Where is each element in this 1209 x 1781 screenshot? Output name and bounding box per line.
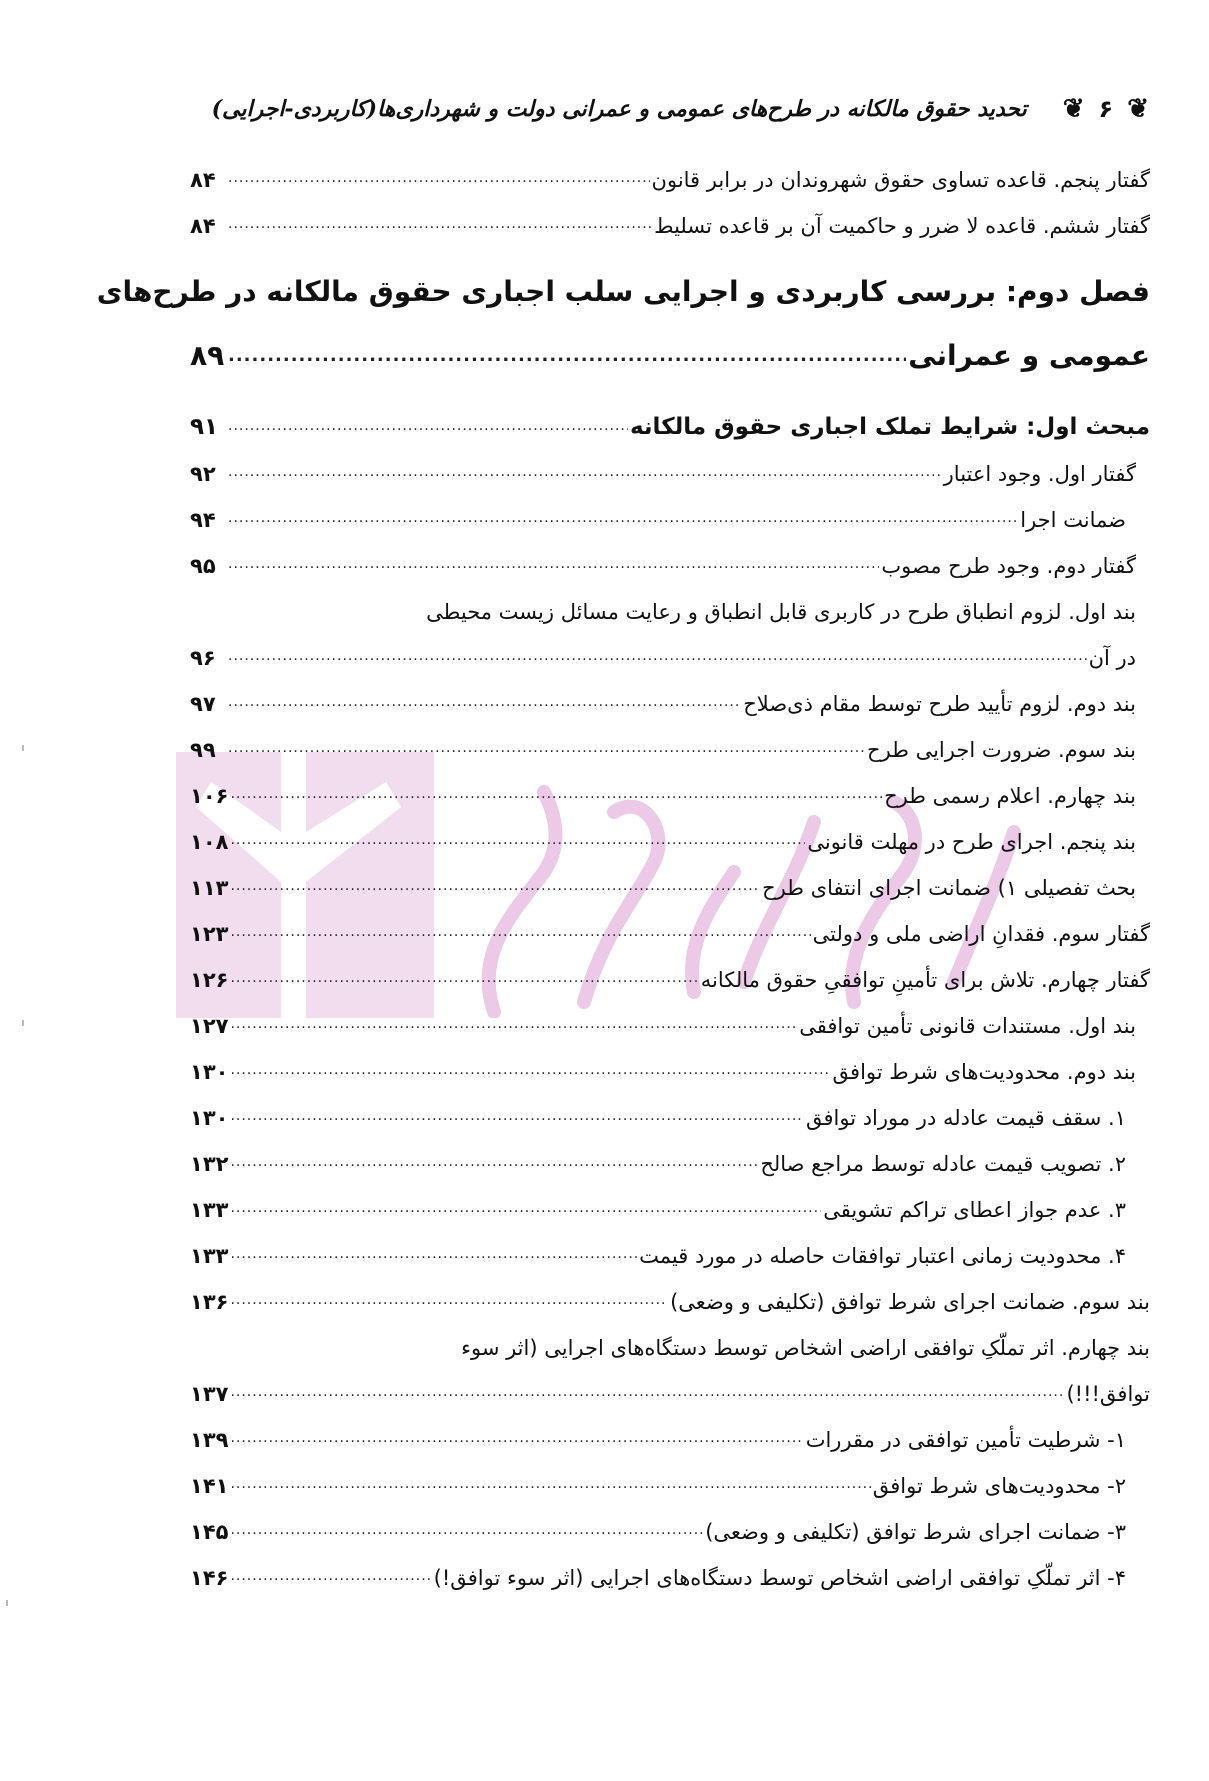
leader-dots — [230, 1568, 431, 1584]
toc-entry-page: ۱۳۲ — [190, 1152, 229, 1176]
toc-entry-page: ۱۲۳ — [190, 922, 229, 946]
leader-dots — [230, 1476, 870, 1492]
toc-entry-page: ۹۷ — [190, 692, 216, 716]
table-of-contents — [96, 0, 1150, 1700]
toc-entry[interactable] — [190, 998, 1136, 1038]
toc-entry-page: ۱۳۶ — [190, 1290, 229, 1314]
toc-entry[interactable] — [190, 1228, 1126, 1268]
leader-dots — [230, 1430, 803, 1446]
leader-dots — [230, 878, 760, 894]
toc-entry-page: ۹۶ — [190, 646, 216, 670]
leader-dots — [228, 170, 650, 186]
leader-dots — [228, 648, 1087, 664]
toc-entry[interactable] — [190, 492, 1126, 532]
toc-entry[interactable] — [190, 1550, 1126, 1590]
leader-dots — [228, 345, 906, 366]
toc-entry[interactable] — [190, 446, 1136, 486]
toc-entry-page: ۱۳۰ — [190, 1060, 229, 1084]
toc-entry-page: ۱۲۷ — [190, 1014, 229, 1038]
toc-entry-label: در آن — [1088, 646, 1136, 670]
toc-entry-page: ۹۵ — [190, 554, 216, 578]
toc-entry[interactable] — [190, 860, 1136, 900]
toc-entry-page: ۱۰۶ — [190, 784, 229, 808]
leader-dots — [230, 1292, 668, 1308]
toc-entry-page: ۱۳۹ — [190, 1428, 229, 1452]
toc-entry-label: بند سوم. ضرورت اجرایی طرح — [867, 738, 1136, 762]
scan-mark — [22, 745, 24, 751]
toc-entry-label: ۴- اثر تملّکِ توافقی اراضی اشخاص توسط دستگاه‌های اجرایی (اثر سوء توافق!) — [433, 1566, 1126, 1590]
toc-entry-label: عمومی و عمرانی — [908, 339, 1150, 372]
leader-dots — [230, 1062, 830, 1078]
toc-entry-label: توافق!!!) — [1066, 1382, 1150, 1406]
ornament-icon: ❦ — [1127, 94, 1149, 124]
toc-entry-label: ۲- محدودیت‌های شرط توافق — [872, 1474, 1126, 1498]
toc-entry-label: ۳- ضمانت اجرای شرط توافق (تکلیفی و وضعی) — [705, 1520, 1126, 1544]
leader-dots — [230, 924, 810, 940]
toc-entry[interactable] — [190, 1090, 1126, 1130]
toc-entry-label: ۲. تصویب قیمت عادله توسط مراجع صالح — [760, 1152, 1126, 1176]
toc-entry[interactable] — [190, 1182, 1126, 1222]
leader-dots — [230, 1200, 821, 1216]
toc-entry-page: ۱۳۰ — [190, 1106, 229, 1130]
leader-dots — [228, 216, 652, 232]
toc-entry-page: ۹۱ — [190, 414, 219, 440]
toc-entry[interactable] — [190, 722, 1136, 762]
toc-entry-line: بند چهارم. اثر تملّکِ توافقی اراضی اشخاص توسط دستگاه‌های اجرایی (اثر سوء — [461, 1336, 1150, 1360]
toc-entry-label: بند دوم. محدودیت‌های شرط توافق — [832, 1060, 1136, 1084]
toc-entry[interactable] — [190, 630, 1136, 670]
leader-dots — [228, 740, 865, 756]
toc-entry[interactable] — [190, 198, 1150, 238]
toc-entry-label: بند اول. مستندات قانونی تأمین توافقی — [799, 1014, 1136, 1038]
leader-dots — [228, 464, 942, 480]
toc-entry[interactable] — [190, 1412, 1126, 1452]
toc-entry-page: ۱۴۶ — [190, 1566, 229, 1590]
toc-entry-page: ۱۱۳ — [190, 876, 229, 900]
toc-entry[interactable] — [190, 952, 1150, 992]
toc-section-entry[interactable] — [190, 400, 1150, 440]
leader-dots — [230, 970, 698, 986]
book-title: تحدید حقوق مالکانه در طرح‌های عمومی و عمرانی دولت و شهرداری‌ها(کاربردی-اجرایی) — [211, 96, 1027, 122]
toc-entry-page: ۹۴ — [190, 508, 216, 532]
leader-dots — [230, 786, 882, 802]
toc-entry-label: گفتار اول. وجود اعتبار — [943, 462, 1136, 486]
toc-chapter-entry[interactable] — [190, 326, 1150, 372]
toc-entry[interactable] — [190, 1044, 1136, 1084]
toc-entry-page: ۹۹ — [190, 738, 216, 762]
toc-entry[interactable] — [190, 906, 1150, 946]
toc-entry-label: گفتار پنجم. قاعده تساوی حقوق شهروندان در برابر قانون — [651, 168, 1150, 192]
toc-entry[interactable] — [190, 1366, 1150, 1406]
toc-entry-label: بحث تفصیلی ۱) ضمانت اجرای انتفای طرح — [762, 876, 1136, 900]
toc-entry[interactable] — [190, 1504, 1126, 1544]
chapter-title-line: فصل دوم: بررسی کاربردی و اجرایی سلب اجباری حقوق مالکانه در طرح‌های — [96, 275, 1150, 308]
toc-entry-label: ۱. سقف قیمت عادله در موراد توافق — [805, 1106, 1126, 1130]
toc-entry-label: بند چهارم. اعلام رسمی طرح — [884, 784, 1136, 808]
toc-entry-label: گفتار سوم. فقدانِ اراضی ملی و دولتی — [812, 922, 1150, 946]
toc-entry-line: بند اول. لزوم انطباق طرح در کاربری قابل انطباق و رعایت مسائل زیست محیطی — [426, 600, 1136, 624]
leader-dots — [228, 556, 879, 572]
leader-dots — [230, 832, 805, 848]
leader-dots — [230, 1522, 703, 1538]
leader-dots — [230, 1016, 797, 1032]
toc-entry-label: بند سوم. ضمانت اجرای شرط توافق (تکلیفی و وضعی) — [670, 1290, 1150, 1314]
toc-entry-label: ۳. عدم جواز اعطای تراکم تشویقی — [823, 1198, 1126, 1222]
leader-dots — [228, 694, 741, 710]
toc-entry-label: ضمانت اجرا — [1020, 508, 1126, 532]
toc-entry[interactable] — [190, 814, 1136, 854]
toc-entry-page: ۸۹ — [190, 339, 225, 372]
leader-dots — [230, 1154, 758, 1170]
toc-entry-page: ۱۳۷ — [190, 1382, 229, 1406]
scan-mark — [22, 1020, 24, 1026]
leader-dots — [228, 418, 628, 434]
toc-entry-page: ۸۴ — [190, 168, 216, 192]
scan-mark — [6, 1600, 8, 1606]
ornament-icon: ❦ — [1062, 94, 1085, 124]
toc-entry-label: مبحث اول: شرایط تملک اجباری حقوق مالکانه — [629, 414, 1150, 440]
toc-entry-page: ۹۲ — [190, 462, 216, 486]
toc-entry[interactable] — [190, 152, 1150, 192]
toc-entry-page: ۱۳۳ — [190, 1244, 229, 1268]
leader-dots — [230, 1246, 637, 1262]
toc-entry[interactable] — [190, 768, 1136, 808]
leader-dots — [230, 1108, 804, 1124]
toc-entry-page: ۱۴۱ — [190, 1474, 229, 1498]
toc-entry[interactable] — [190, 1274, 1150, 1314]
toc-entry-label: گفتار چهارم. تلاش برای تأمینِ توافقیِ حقوق مالکانه — [700, 968, 1150, 992]
toc-entry-label: بند پنجم. اجرای طرح در مهلت قانونی — [807, 830, 1136, 854]
toc-entry[interactable] — [190, 1458, 1126, 1498]
toc-entry-page: ۱۰۸ — [190, 830, 229, 854]
toc-entry[interactable] — [190, 1136, 1126, 1176]
page-number: ۶ — [1098, 95, 1114, 123]
toc-entry-label: گفتار ششم. قاعده لا ضرر و حاکمیت آن بر قاعده تسلیط — [654, 214, 1150, 238]
toc-entry-label: ۴. محدودیت زمانی اعتبار توافقات حاصله در مورد قیمت — [639, 1244, 1126, 1268]
toc-entry-page: ۱۲۶ — [190, 968, 229, 992]
leader-dots — [230, 1384, 1064, 1400]
toc-entry-label: بند دوم. لزوم تأیید طرح توسط مقام ذی‌صلاح — [743, 692, 1136, 716]
toc-entry[interactable] — [190, 538, 1136, 578]
toc-entry[interactable] — [190, 676, 1136, 716]
toc-entry-page: ۸۴ — [190, 214, 216, 238]
leader-dots — [228, 510, 1018, 526]
toc-entry-page: ۱۴۵ — [190, 1520, 229, 1544]
toc-entry-label: گفتار دوم. وجود طرح مصوب — [881, 554, 1136, 578]
toc-entry-label: ۱- شرطیت تأمین توافقی در مقررات — [805, 1428, 1126, 1452]
toc-entry-page: ۱۳۳ — [190, 1198, 229, 1222]
